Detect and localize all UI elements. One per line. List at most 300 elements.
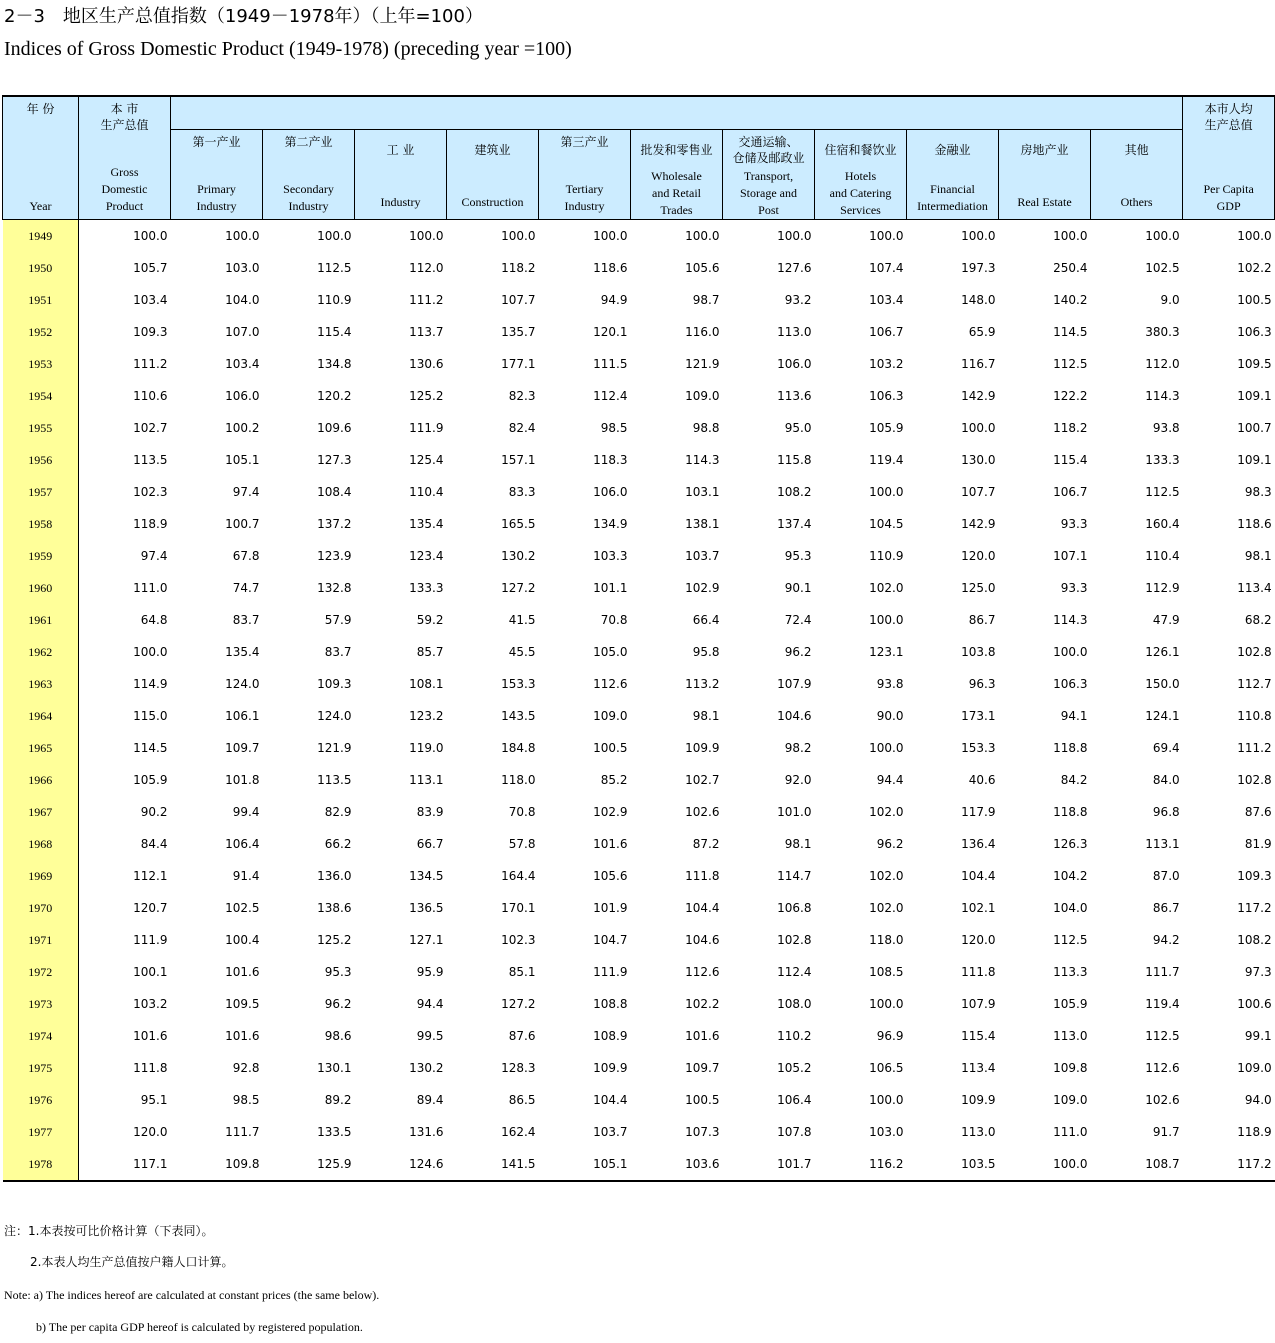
value-cell: 101.8 [225, 773, 260, 787]
table-row [3, 284, 1275, 316]
value-cell: 94.1 [1060, 709, 1088, 723]
value-cell: 90.1 [784, 581, 812, 595]
value-cell: 101.6 [225, 965, 260, 979]
value-cell: 100.0 [501, 229, 536, 243]
value-cell: 83.7 [232, 613, 260, 627]
table-row [3, 1148, 1275, 1181]
value-cell: 119.4 [869, 453, 904, 467]
value-cell: 103.3 [593, 549, 628, 563]
value-cell: 100.0 [869, 1093, 904, 1107]
value-cell: 111.9 [593, 965, 628, 979]
value-cell: 72.4 [784, 613, 812, 627]
value-cell: 106.3 [1053, 677, 1088, 691]
table-row [3, 444, 1275, 476]
value-cell: 116.2 [815, 1148, 907, 1181]
value-cell: 95.8 [692, 645, 720, 659]
value-cell: 112.5 [1145, 485, 1180, 499]
value-cell: 100.0 [133, 229, 168, 243]
value-cell: 103.0 [225, 261, 260, 275]
table-row [3, 476, 1275, 508]
year-cell: 1954 [3, 380, 79, 412]
value-cell: 98.1 [692, 709, 720, 723]
value-cell: 69.4 [1152, 741, 1180, 755]
value-cell: 111.8 [961, 965, 996, 979]
value-cell: 160.4 [1145, 517, 1180, 531]
value-cell: 106.7 [869, 325, 904, 339]
value-cell: 98.1 [784, 837, 812, 851]
value-cell: 103.1 [685, 485, 720, 499]
value-cell: 130.2 [409, 1061, 444, 1075]
value-cell: 98.5 [600, 421, 628, 435]
value-cell: 98.7 [692, 293, 720, 307]
value-cell: 103.7 [685, 549, 720, 563]
value-cell: 110.6 [133, 389, 168, 403]
value-cell: 93.8 [876, 677, 904, 691]
note-cn-1: 注：1.本表按可比价格计算（下表同）。 [4, 1224, 214, 1238]
year-cell: 1977 [3, 1116, 79, 1148]
value-cell: 106.8 [777, 901, 812, 915]
value-cell: 106.0 [777, 357, 812, 371]
table-row [3, 892, 1275, 924]
value-cell: 125.2 [317, 933, 352, 947]
value-cell: 105.2 [777, 1061, 812, 1075]
year-cell: 1963 [3, 668, 79, 700]
value-cell: 83.3 [508, 485, 536, 499]
value-cell: 99.1 [1244, 1029, 1272, 1043]
value-cell: 127.2 [501, 997, 536, 1011]
value-cell: 108.0 [777, 997, 812, 1011]
value-cell: 123.9 [317, 549, 352, 563]
year-cell: 1962 [3, 636, 79, 668]
value-cell: 87.2 [692, 837, 720, 851]
value-cell: 109.9 [961, 1093, 996, 1107]
table-row [3, 764, 1275, 796]
value-cell: 106.3 [869, 389, 904, 403]
value-cell: 94.4 [876, 773, 904, 787]
value-cell: 94.4 [416, 997, 444, 1011]
value-cell: 133.3 [409, 581, 444, 595]
value-cell: 100.6 [1237, 997, 1272, 1011]
value-cell: 90.0 [876, 709, 904, 723]
value-cell: 127.6 [777, 261, 812, 275]
value-cell: 141.5 [447, 1148, 539, 1181]
value-cell: 105.6 [685, 261, 720, 275]
value-cell: 120.0 [961, 933, 996, 947]
value-cell: 109.0 [685, 389, 720, 403]
value-cell: 66.7 [416, 837, 444, 851]
table-row [3, 636, 1275, 668]
value-cell: 100.5 [593, 741, 628, 755]
header-transport [723, 130, 815, 220]
table-row [3, 220, 1275, 253]
value-cell: 105.9 [1053, 997, 1088, 1011]
value-cell: 102.7 [685, 773, 720, 787]
header-others [1091, 130, 1183, 220]
value-cell: 153.3 [501, 677, 536, 691]
value-cell: 111.0 [1053, 1125, 1088, 1139]
value-cell: 86.7 [1152, 901, 1180, 915]
value-cell: 96.2 [324, 997, 352, 1011]
value-cell: 116.0 [685, 325, 720, 339]
value-cell: 102.7 [133, 421, 168, 435]
value-cell: 95.3 [324, 965, 352, 979]
value-cell: 109.3 [1237, 869, 1272, 883]
value-cell: 120.1 [593, 325, 628, 339]
value-cell: 85.1 [508, 965, 536, 979]
value-cell: 102.0 [869, 581, 904, 595]
value-cell: 109.1 [1237, 453, 1272, 467]
value-cell: 111.5 [593, 357, 628, 371]
value-cell: 109.3 [317, 677, 352, 691]
value-cell: 93.2 [784, 293, 812, 307]
value-cell: 114.3 [1145, 389, 1180, 403]
value-cell: 100.0 [225, 229, 260, 243]
table-row [3, 732, 1275, 764]
title-english: Indices of Gross Domestic Product (1949-1978) (preceding year =100) [4, 38, 572, 60]
value-cell: 136.4 [961, 837, 996, 851]
value-cell: 57.8 [508, 837, 536, 851]
value-cell: 120.7 [133, 901, 168, 915]
value-cell: 66.2 [324, 837, 352, 851]
value-cell: 9.0 [1160, 293, 1180, 307]
header-gdp-cn: 本 市 生产总值 [100, 102, 149, 132]
value-cell: 81.9 [1244, 837, 1272, 851]
value-cell: 86.5 [508, 1093, 536, 1107]
value-cell: 114.3 [1053, 613, 1088, 627]
value-cell: 148.0 [961, 293, 996, 307]
value-cell: 89.2 [324, 1093, 352, 1107]
header-transport-en: Transport, Storage and Post [740, 169, 797, 217]
value-cell: 100.2 [225, 421, 260, 435]
value-cell: 111.7 [225, 1125, 260, 1139]
value-cell: 112.5 [1053, 357, 1088, 371]
table-row [3, 924, 1275, 956]
header-gdp-en: Gross Domestic Product [101, 165, 148, 213]
value-cell: 100.0 [1237, 229, 1272, 243]
value-cell: 108.5 [869, 965, 904, 979]
value-cell: 107.8 [777, 1125, 812, 1139]
year-cell: 1973 [3, 988, 79, 1020]
table-row [3, 572, 1275, 604]
value-cell: 103.2 [869, 357, 904, 371]
table-body [3, 220, 1275, 1182]
value-cell: 87.0 [1152, 869, 1180, 883]
value-cell: 59.2 [416, 613, 444, 627]
value-cell: 93.8 [1152, 421, 1180, 435]
value-cell: 177.1 [501, 357, 536, 371]
value-cell: 87.6 [1244, 805, 1272, 819]
table-row [3, 1116, 1275, 1148]
header-real-estate [999, 130, 1091, 220]
value-cell: 111.7 [1145, 965, 1180, 979]
value-cell: 99.4 [232, 805, 260, 819]
value-cell: 106.4 [777, 1093, 812, 1107]
value-cell: 110.8 [1237, 709, 1272, 723]
table-row [3, 316, 1275, 348]
header-hotels [815, 130, 907, 220]
value-cell: 117.9 [961, 805, 996, 819]
value-cell: 118.2 [1053, 421, 1088, 435]
value-cell: 104.5 [869, 517, 904, 531]
value-cell: 90.2 [140, 805, 168, 819]
value-cell: 107.7 [501, 293, 536, 307]
value-cell: 100.0 [869, 613, 904, 627]
header-wholesale-en: Wholesale and Retail Trades [651, 169, 702, 217]
value-cell: 112.4 [593, 389, 628, 403]
value-cell: 102.2 [1237, 261, 1272, 275]
value-cell: 102.8 [1237, 645, 1272, 659]
table-row [3, 508, 1275, 540]
value-cell: 113.3 [1053, 965, 1088, 979]
value-cell: 137.4 [777, 517, 812, 531]
value-cell: 113.6 [777, 389, 812, 403]
value-cell: 112.0 [409, 261, 444, 275]
value-cell: 94.2 [1152, 933, 1180, 947]
year-cell: 1960 [3, 572, 79, 604]
value-cell: 134.8 [317, 357, 352, 371]
value-cell: 109.7 [685, 1061, 720, 1075]
table-row [3, 348, 1275, 380]
value-cell: 173.1 [961, 709, 996, 723]
value-cell: 170.1 [501, 901, 536, 915]
table-row [3, 700, 1275, 732]
value-cell: 101.7 [723, 1148, 815, 1181]
value-cell: 86.7 [968, 613, 996, 627]
value-cell: 100.0 [961, 421, 996, 435]
header-construction-cn: 建筑业 [474, 143, 511, 157]
value-cell: 109.6 [317, 421, 352, 435]
header-tertiary-en: Tertiary Industry [564, 182, 605, 213]
value-cell: 102.0 [869, 869, 904, 883]
value-cell: 110.9 [869, 549, 904, 563]
value-cell: 111.8 [133, 1061, 168, 1075]
table-row [3, 796, 1275, 828]
value-cell: 108.1 [409, 677, 444, 691]
year-cell: 1976 [3, 1084, 79, 1116]
value-cell: 109.5 [1237, 357, 1272, 371]
value-cell: 127.2 [501, 581, 536, 595]
value-cell: 106.7 [1053, 485, 1088, 499]
value-cell: 115.4 [961, 1029, 996, 1043]
value-cell: 57.9 [324, 613, 352, 627]
value-cell: 66.4 [692, 613, 720, 627]
value-cell: 184.8 [501, 741, 536, 755]
year-cell: 1959 [3, 540, 79, 572]
value-cell: 130.6 [409, 357, 444, 371]
value-cell: 100.0 [869, 741, 904, 755]
value-cell: 112.5 [317, 261, 352, 275]
value-cell: 93.3 [1060, 581, 1088, 595]
value-cell: 100.4 [225, 933, 260, 947]
value-cell: 97.4 [140, 549, 168, 563]
value-cell: 157.1 [501, 453, 536, 467]
value-cell: 105.1 [539, 1148, 631, 1181]
value-cell: 127.3 [317, 453, 352, 467]
value-cell: 107.4 [869, 261, 904, 275]
value-cell: 64.8 [140, 613, 168, 627]
table-row [3, 956, 1275, 988]
value-cell: 109.5 [225, 997, 260, 1011]
year-cell: 1964 [3, 700, 79, 732]
value-cell: 102.3 [133, 485, 168, 499]
value-cell: 41.5 [508, 613, 536, 627]
header-year-en: Year [29, 199, 52, 213]
value-cell: 121.9 [317, 741, 352, 755]
value-cell: 100.1 [133, 965, 168, 979]
value-cell: 118.9 [1237, 1125, 1272, 1139]
note-cn-2: 2.本表人均生产总值按户籍人口计算。 [30, 1255, 234, 1269]
header-primary-en: Primary Industry [196, 182, 237, 213]
value-cell: 47.9 [1152, 613, 1180, 627]
value-cell: 101.9 [593, 901, 628, 915]
value-cell: 100.0 [409, 229, 444, 243]
value-cell: 103.8 [961, 645, 996, 659]
value-cell: 70.8 [600, 613, 628, 627]
value-cell: 143.5 [501, 709, 536, 723]
value-cell: 97.3 [1244, 965, 1272, 979]
value-cell: 107.9 [961, 997, 996, 1011]
header-financial-en: Financial Intermediation [917, 182, 988, 213]
value-cell: 98.5 [232, 1093, 260, 1107]
value-cell: 98.2 [784, 741, 812, 755]
value-cell: 95.9 [416, 965, 444, 979]
value-cell: 95.1 [140, 1093, 168, 1107]
value-cell: 105.6 [593, 869, 628, 883]
value-cell: 101.6 [593, 837, 628, 851]
value-cell: 100.7 [1237, 421, 1272, 435]
value-cell: 102.5 [1145, 261, 1180, 275]
value-cell: 118.6 [1237, 517, 1272, 531]
value-cell: 125.0 [961, 581, 996, 595]
table-row [3, 252, 1275, 284]
value-cell: 123.4 [409, 549, 444, 563]
value-cell: 125.2 [409, 389, 444, 403]
header-wholesale-cn: 批发和零售业 [640, 143, 713, 157]
value-cell: 101.6 [133, 1029, 168, 1043]
value-cell: 102.9 [593, 805, 628, 819]
value-cell: 109.1 [1237, 389, 1272, 403]
value-cell: 65.9 [968, 325, 996, 339]
value-cell: 82.9 [324, 805, 352, 819]
value-cell: 99.5 [416, 1029, 444, 1043]
value-cell: 113.7 [409, 325, 444, 339]
value-cell: 85.7 [416, 645, 444, 659]
value-cell: 119.0 [409, 741, 444, 755]
value-cell: 100.5 [685, 1093, 720, 1107]
header-gdp [79, 96, 171, 220]
value-cell: 113.1 [409, 773, 444, 787]
value-cell: 96.3 [968, 677, 996, 691]
table-row [3, 1020, 1275, 1052]
value-cell: 197.3 [961, 261, 996, 275]
value-cell: 106.3 [1237, 325, 1272, 339]
value-cell: 102.5 [225, 901, 260, 915]
year-cell: 1955 [3, 412, 79, 444]
value-cell: 89.4 [416, 1093, 444, 1107]
year-cell: 1958 [3, 508, 79, 540]
value-cell: 110.2 [777, 1029, 812, 1043]
value-cell: 118.3 [593, 453, 628, 467]
header-transport-cn: 交通运输、 仓储及邮政业 [732, 135, 805, 165]
value-cell: 107.7 [961, 485, 996, 499]
value-cell: 102.0 [869, 805, 904, 819]
value-cell: 102.2 [685, 997, 720, 1011]
value-cell: 109.7 [225, 741, 260, 755]
value-cell: 87.6 [508, 1029, 536, 1043]
value-cell: 98.6 [324, 1029, 352, 1043]
value-cell: 150.0 [1145, 677, 1180, 691]
value-cell: 83.7 [324, 645, 352, 659]
value-cell: 108.9 [593, 1029, 628, 1043]
year-cell: 1952 [3, 316, 79, 348]
table-row [3, 412, 1275, 444]
value-cell: 109.9 [685, 741, 720, 755]
header-per-capita-en: Per Capita GDP [1203, 182, 1254, 213]
value-cell: 121.9 [685, 357, 720, 371]
value-cell: 100.0 [1053, 645, 1088, 659]
value-cell: 112.5 [1145, 1029, 1180, 1043]
header-primary-cn: 第一产业 [192, 135, 241, 149]
value-cell: 114.7 [777, 869, 812, 883]
value-cell: 102.6 [1145, 1093, 1180, 1107]
value-cell: 124.6 [355, 1148, 447, 1181]
value-cell: 95.3 [784, 549, 812, 563]
value-cell: 101.1 [593, 581, 628, 595]
table-row [3, 540, 1275, 572]
value-cell: 134.5 [409, 869, 444, 883]
value-cell: 107.9 [777, 677, 812, 691]
value-cell: 74.7 [232, 581, 260, 595]
value-cell: 113.0 [777, 325, 812, 339]
value-cell: 118.2 [501, 261, 536, 275]
header-industry [355, 130, 447, 220]
value-cell: 100.0 [1145, 229, 1180, 243]
header-secondary-en: Secondary Industry [283, 182, 334, 213]
value-cell: 136.5 [409, 901, 444, 915]
value-cell: 84.4 [140, 837, 168, 851]
value-cell: 103.4 [869, 293, 904, 307]
note-en-2: b) The per capita GDP hereof is calculated by registered population. [36, 1320, 363, 1334]
header-real-estate-cn: 房地产业 [1020, 143, 1069, 157]
header-industry-cn: 工 业 [386, 143, 415, 157]
value-cell: 111.2 [1237, 741, 1272, 755]
value-cell: 92.8 [232, 1061, 260, 1075]
value-cell: 100.5 [1237, 293, 1272, 307]
value-cell: 104.0 [1053, 901, 1088, 915]
value-cell: 94.0 [1244, 1093, 1272, 1107]
value-cell: 103.2 [133, 997, 168, 1011]
value-cell: 135.4 [225, 645, 260, 659]
value-cell: 98.8 [692, 421, 720, 435]
value-cell: 70.8 [508, 805, 536, 819]
header-hotels-cn: 住宿和餐饮业 [824, 143, 897, 157]
value-cell: 127.1 [409, 933, 444, 947]
value-cell: 112.0 [1145, 357, 1180, 371]
value-cell: 111.2 [133, 357, 168, 371]
value-cell: 100.0 [133, 645, 168, 659]
value-cell: 113.0 [961, 1125, 996, 1139]
value-cell: 115.4 [1053, 453, 1088, 467]
value-cell: 109.8 [171, 1148, 263, 1181]
value-cell: 120.2 [317, 389, 352, 403]
value-cell: 82.3 [508, 389, 536, 403]
header-tertiary [539, 130, 631, 220]
value-cell: 104.2 [1053, 869, 1088, 883]
year-cell: 1949 [3, 220, 79, 253]
value-cell: 110.9 [317, 293, 352, 307]
value-cell: 111.8 [685, 869, 720, 883]
value-cell: 142.9 [961, 389, 996, 403]
